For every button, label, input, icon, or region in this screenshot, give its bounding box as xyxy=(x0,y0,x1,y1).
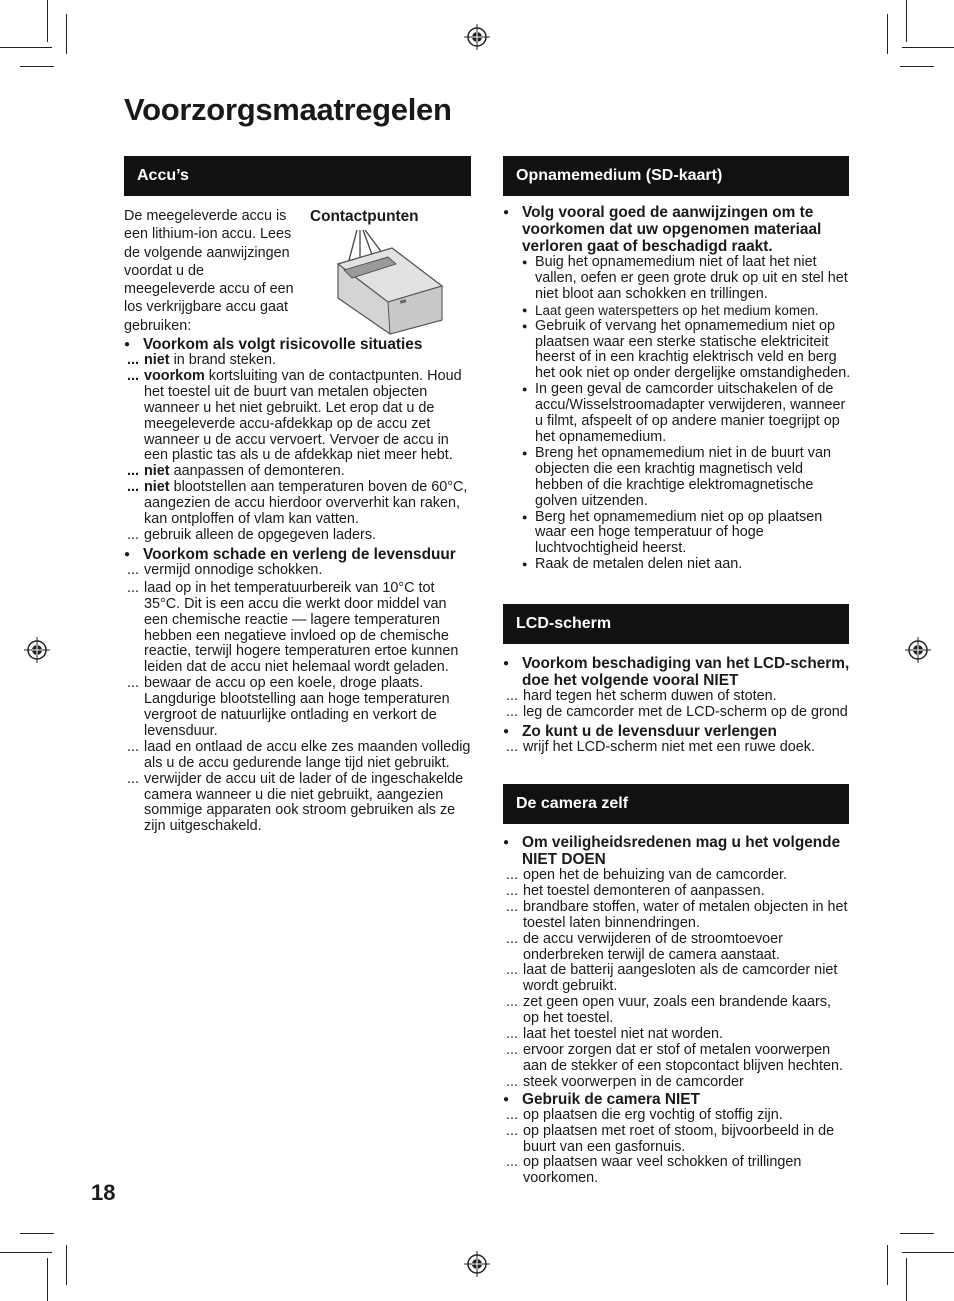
item-bold: voorkom xyxy=(144,367,205,384)
item-text: leg de camcorder met de LCD-scherm op de grond xyxy=(523,703,848,720)
item-text: Breng het opnamemedium niet in de buurt van objecten die een krachtig magnetisch veld hebben of die krachtige elektromagnetische golven uitzenden. xyxy=(535,444,831,509)
item-bold: niet xyxy=(144,463,170,480)
item-text: op plaatsen waar veel schokken of trillingen voorkomen. xyxy=(523,1154,802,1187)
crop-mark xyxy=(900,66,934,67)
section-header-sd xyxy=(503,156,849,196)
lcd-lead: ● Voorkom beschadiging van het LCD-scherm, doe het volgende vooral NIET xyxy=(503,655,851,689)
list-item: ... op plaatsen met roet of stoom, bijvoorbeeld in de buurt van een gasfornuis. xyxy=(506,1122,835,1155)
item-text: kortsluiting van de contactpunten. Houd het toestel uit de buurt van metalen objecten wanneer u het niet gebruikt. Let erop dat u de meegeleverde accu-afdekkap op de accu zet wanneer u de accu vervoert. Vervoer de accu in een plastic tas als u de afdekkap niet meer hebt. xyxy=(144,367,462,464)
crop-mark xyxy=(47,1258,48,1301)
list-item: ● Raak de metalen delen niet aan. xyxy=(522,556,743,573)
item-text: open het de behuizing van de camcorder. xyxy=(523,867,788,883)
list-item: ... verwijder de accu uit de lader of de ingeschakelde camera wanneer u die niet gebruikt, aangezien sommige apparaten ook stroom gebruiken als ze zijn uitgeschakeld. xyxy=(127,770,464,835)
list-item: ... open het de behuizing van de camcorder. xyxy=(506,867,788,883)
list-item: ... vermijd onnodige schokken. xyxy=(127,561,323,578)
list-item xyxy=(124,480,471,528)
crop-mark xyxy=(887,1245,888,1285)
battery-illustration xyxy=(330,226,450,338)
item-text: verwijder de accu uit de lader of de ingeschakelde camera wanneer u die niet gebruikt, aangezien sommige apparaten ook stroom gebruiken als ze zijn uitgeschakeld. xyxy=(144,770,464,835)
item-text: vermijd onnodige schokken. xyxy=(144,561,323,578)
item-text: blootstellen aan temperaturen boven de 60°C, aangezien de accu hierdoor oververhit kan raken, kan ontploffen of vlam kan vatten. xyxy=(144,479,468,528)
list-item: ● Gebruik of vervang het opnamemedium niet op plaatsen waar een sterke statische elektriciteit heerst of in een krachtig elektrisch veld en berg het ook niet op onder dergelijke omstandigheden. xyxy=(522,317,851,382)
lcd-column xyxy=(503,655,851,756)
list-item: ... wrijf het LCD-scherm niet met een ruwe doek. xyxy=(506,738,815,755)
crop-mark xyxy=(0,1252,52,1253)
list-item: ... de accu verwijderen of de stroomtoevoer onderbreken terwijl de camera aanstaat. xyxy=(506,930,783,963)
section-title: De camera zelf xyxy=(516,795,629,812)
camera-lead: ● Om veiligheidsredenen mag u het volgende NIET DOEN xyxy=(503,834,851,868)
list-item: ... laad en ontlaad de accu elke zes maanden volledig als u de accu gedurende lange tijd niet gebruikt. xyxy=(127,738,471,771)
list-item: ... steek voorwerpen in de camcorder xyxy=(506,1073,744,1090)
registration-mark-icon xyxy=(905,637,931,663)
item-prefix: ... xyxy=(127,526,139,543)
section-header-lcd xyxy=(503,604,849,644)
item-text: in brand steken. xyxy=(169,352,276,368)
sd-column xyxy=(503,204,851,573)
list-item: ... leg de camcorder met de LCD-scherm op de grond xyxy=(506,703,848,720)
crop-mark xyxy=(0,47,52,48)
item-text: zet geen open vuur, zoals een brandende kaars, op het toestel. xyxy=(523,994,832,1027)
item-text: bewaar de accu op een koele, droge plaats. Langdurige blootstelling aan hoge temperaturen vergroot de natuurlijke ontlading en verkort de levensduur. xyxy=(144,675,450,739)
item-text: op plaatsen met roet of stoom, bijvoorbeeld in de buurt van een gasfornuis. xyxy=(523,1122,835,1155)
item-text: Buig het opnamemedium niet of laat het niet vallen, oefen er geen grote druk op uit en stel het niet bloot aan schokken en trillingen. xyxy=(535,254,848,302)
crop-mark xyxy=(906,1258,907,1301)
item-bold: niet xyxy=(144,479,170,496)
crop-mark xyxy=(906,0,907,42)
crop-mark xyxy=(66,14,67,54)
item-prefix: ... xyxy=(127,367,139,384)
list-item: ... hard tegen het scherm duwen of stoten. xyxy=(506,688,777,704)
item-text: hard tegen het scherm duwen of stoten. xyxy=(523,688,777,704)
camera-column xyxy=(503,834,851,1187)
section-title: Accu’s xyxy=(137,167,189,184)
item-text: Laat geen waterspetters op het medium komen. xyxy=(535,302,819,318)
crop-mark xyxy=(20,1233,54,1234)
section-title: Opnamemedium (SD-kaart) xyxy=(516,167,723,184)
crop-mark xyxy=(902,47,954,48)
list-item xyxy=(124,353,471,369)
item-text: aanpassen of demonteren. xyxy=(169,463,345,480)
item-text: In geen geval de camcorder uitschakelen of de accu/Wisselstroomadapter verwijderen, wanneer u filmt, afspeelt of op andere manier toegrijpt op het opnamemedium. xyxy=(535,381,846,445)
crop-mark xyxy=(47,0,48,42)
item-text: laad op in het temperatuurbereik van 10°C tot 35°C. Dit is een accu die werkt door middel van een chemische reactie — lagere temperaturen hebben een negatieve invloed op de chemische reactie, terwijl hogere temperaturen ertoe kunnen leiden dat de accu niet helemaal wordt geladen. xyxy=(144,579,459,676)
list-item: ... laat het toestel niet nat worden. xyxy=(506,1026,724,1043)
lcd-lead-2: ● Zo kunt u de levensduur verlengen xyxy=(503,723,851,740)
item-text: de accu verwijderen of de stroomtoevoer onderbreken terwijl de camera aanstaat. xyxy=(523,930,783,963)
item-text: laat de batterij aangesloten als de camcorder niet wordt gebruikt. xyxy=(523,962,838,995)
list-item: ... laat de batterij aangesloten als de camcorder niet wordt gebruikt. xyxy=(506,962,838,995)
item-prefix: ... xyxy=(127,463,139,480)
item-text: Berg het opnamemedium niet op op plaatsen waar een hoge temperatuur of hoge luchtvochtigheid heerst. xyxy=(535,508,823,557)
registration-mark-icon xyxy=(24,637,50,663)
crop-mark xyxy=(66,1245,67,1285)
list-item: ... het toestel demonteren of aanpassen. xyxy=(506,882,765,899)
item-text: steek voorwerpen in de camcorder xyxy=(523,1073,744,1090)
registration-mark-icon xyxy=(464,1251,490,1277)
item-text: laad en ontlaad de accu elke zes maanden volledig als u de accu gedurende lange tijd niet gebruikt. xyxy=(144,738,471,771)
item-bold: niet xyxy=(144,352,170,368)
list-item: ● In geen geval de camcorder uitschakelen of de accu/Wisselstroomadapter verwijderen, wanneer u filmt, afspeelt of op andere manier toegrijpt op het opnamemedium. xyxy=(522,381,846,445)
accu-intro: De meegeleverde accu is een lithium-ion accu. Lees de volgende aanwijzingen voordat u de meegeleverde accu of een los verkrijgbare accu gaat gebruiken: xyxy=(124,208,294,334)
item-text: Raak de metalen delen niet aan. xyxy=(535,556,743,573)
item-text: wrijf het LCD-scherm niet met een ruwe doek. xyxy=(523,738,815,755)
item-text: Gebruik of vervang het opnamemedium niet op plaatsen waar een sterke statische elektriciteit heerst of in een krachtig elektrisch veld en berg het ook niet op onder dergelijke omstandigheden. xyxy=(535,317,851,382)
risk-heading: ● Voorkom als volgt risicovolle situaties xyxy=(124,336,471,353)
sd-lead: ● Volg vooral goed de aanwijzingen om te voorkomen dat uw opgenomen materiaal verloren gaat of beschadigd raakt. xyxy=(503,204,851,255)
item-text: het toestel demonteren of aanpassen. xyxy=(523,882,765,899)
list-item: ● Breng het opnamemedium niet in de buurt van objecten die een krachtig magnetisch veld hebben of die krachtige elektromagnetische golven uitzenden. xyxy=(522,444,831,509)
list-item: ... laad op in het temperatuurbereik van 10°C tot 35°C. Dit is een accu die werkt door middel van een chemische reactie — lagere temperaturen hebben een negatieve invloed op de chemische reactie, terwijl hogere temperaturen ertoe kunnen leiden dat de accu niet helemaal wordt geladen. xyxy=(127,579,459,676)
list-item xyxy=(124,528,471,544)
camera-lead-2: ● Gebruik de camera NIET xyxy=(503,1091,851,1108)
figure-label: Contactpunten xyxy=(310,208,419,225)
crop-mark xyxy=(900,1233,934,1234)
item-prefix: ... xyxy=(127,352,139,368)
item-text: brandbare stoffen, water of metalen objecten in het toestel laten binnendringen. xyxy=(523,898,848,931)
list-item: ... op plaatsen die erg vochtig of stoffig zijn. xyxy=(506,1106,783,1123)
list-item: ... zet geen open vuur, zoals een brandende kaars, op het toestel. xyxy=(506,994,832,1027)
item-text: laat het toestel niet nat worden. xyxy=(523,1026,724,1043)
list-item: ... ervoor zorgen dat er stof of metalen voorwerpen aan de stekker of een stopcontact blijven hechten. xyxy=(506,1041,844,1074)
list-item: ● Buig het opnamemedium niet of laat het niet vallen, oefen er geen grote druk op uit en stel het niet bloot aan schokken en trillingen. xyxy=(522,254,848,302)
item-prefix: ... xyxy=(127,479,139,496)
page-title: Voorzorgsmaatregelen xyxy=(124,92,452,127)
registration-mark-icon xyxy=(464,24,490,50)
accu-column xyxy=(124,336,471,835)
item-text: ervoor zorgen dat er stof of metalen voorwerpen aan de stekker of een stopcontact blijven hechten. xyxy=(523,1041,844,1074)
crop-mark xyxy=(20,66,54,67)
life-heading: ● Voorkom schade en verleng de levensduur xyxy=(124,546,471,563)
crop-mark xyxy=(902,1252,954,1253)
list-item: ... bewaar de accu op een koele, droge plaats. Langdurige blootstelling aan hoge temperaturen vergroot de natuurlijke ontlading en verkort de levensduur. xyxy=(127,675,450,739)
section-header-accus xyxy=(124,156,471,196)
crop-mark xyxy=(887,14,888,54)
list-item: ● Berg het opnamemedium niet op op plaatsen waar een hoge temperatuur of hoge luchtvochtigheid heerst. xyxy=(522,508,823,557)
item-text: gebruik alleen de opgegeven laders. xyxy=(144,526,377,543)
list-item: ● Laat geen waterspetters op het medium komen. xyxy=(522,302,819,318)
page-number: 18 xyxy=(91,1180,116,1205)
list-item xyxy=(124,464,471,480)
list-item xyxy=(124,369,471,464)
section-title: LCD-scherm xyxy=(516,615,612,632)
item-text: op plaatsen die erg vochtig of stoffig zijn. xyxy=(523,1106,783,1123)
list-item: ... brandbare stoffen, water of metalen objecten in het toestel laten binnendringen. xyxy=(506,898,848,931)
section-header-camera xyxy=(503,784,849,824)
list-item: ... op plaatsen waar veel schokken of trillingen voorkomen. xyxy=(506,1154,802,1187)
